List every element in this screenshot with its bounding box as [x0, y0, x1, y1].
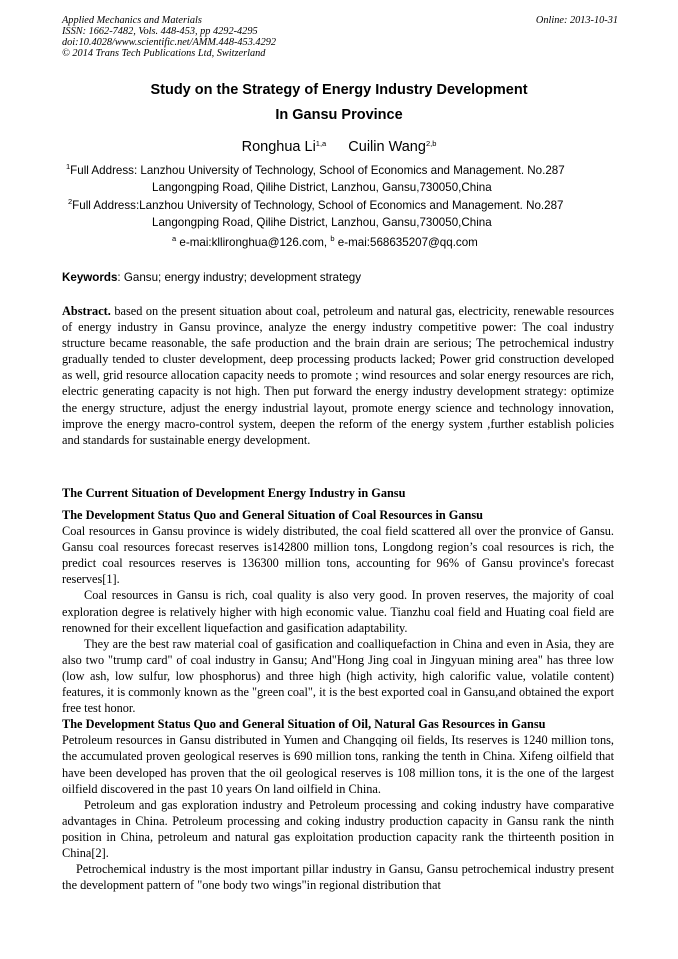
paragraph-oil-3: Petrochemical industry is the most important pillar industry in Gansu, Gansu petrochemical industry present the development pattern of "one body two wings"in regional distribution that — [62, 862, 614, 893]
email-b: e-mai:568635207@qq.com — [337, 236, 478, 249]
journal-issn: ISSN: 1662-7482, Vols. 448-453, pp 4292-4295 — [62, 26, 258, 37]
abstract — [62, 303, 614, 448]
email-a-sup: a — [172, 234, 177, 243]
affiliation-1-line1: Full Address: Lanzhou University of Technology, School of Economics and Management. No.287 — [70, 164, 565, 177]
affiliation-1 — [66, 163, 565, 196]
journal-copyright: © 2014 Trans Tech Publications Ltd, Switzerland — [62, 48, 266, 59]
keywords-text: : Gansu; energy industry; development strategy — [117, 271, 362, 284]
paragraph-coal-3: They are the best raw material coal of gasification and coalliquefaction in China and even in Asia, they are also two "trump card" of coal industry in Gansu; And"Hong Jing coal in Jingyuan mining area" has three low (low ash, low sulfur, low phosphorus) and three high (high activity, high calorific value, volatile content) features, it is commonly known as the "green coal", it is the best exported coal in Gansu,and obtained the export free test honor. — [62, 636, 614, 716]
email-b-sup: b — [330, 234, 335, 243]
paragraph-oil-2: Petroleum and gas exploration industry and Petroleum processing and coking industry have comparative advantages in China. Petroleum processing and coking industry production capacity in Gansu rank the ninth position in China, petroleum and natural gas exploitation production capacity rank the thirteenth position in China[2]. — [62, 797, 614, 860]
journal-doi: doi:10.4028/www.scientific.net/AMM.448-453.4292 — [62, 37, 277, 48]
paper-title-line2: In Gansu Province — [275, 107, 403, 123]
subsection-coal-heading: The Development Status Quo and General Situation of Coal Resources in Gansu — [62, 508, 483, 522]
affiliation-1-line2: Langongping Road, Qilihe District, Lanzhou, Gansu,730050,China — [152, 180, 492, 194]
section-body — [62, 507, 614, 893]
abstract-label: Abstract. — [62, 304, 111, 318]
paragraph-coal-2: Coal resources in Gansu is rich, coal quality is also very good. In proven reserves, the majority of coal exploration degree is relatively higher with high economic value. Tianzhu coal field and Huating coal field are renowned for their excellent liquefaction and gasification adaptability. — [62, 588, 614, 635]
abstract-text: based on the present situation about coal, petroleum and natural gas, electricity, renewable resources of energy industry in Gansu province, analyze the energy industry competitive power: The coal industry structure became reasonable, the safe production and the brain drain are serious; The petrochemical industry gradually tended to cluster development, deep processing products lacked; Power grid construction developed as well, grid resource allocation capacity needs to promote ; wind resources and solar energy resources are rich, electric generating capacity is not high. Then put forward the energy industry development strategy: optimize the energy structure, adjust the energy industrial layout, promote energy science and technology innovation, improve the energy macro-control system, deepen the reform of the energy system ,further establish policies and standards for sustainable energy development. — [62, 304, 614, 447]
affiliation-1-number: 1 — [66, 162, 71, 171]
journal-name: Applied Mechanics and Materials — [62, 15, 202, 26]
online-date: Online: 2013-10-31 — [535, 15, 618, 26]
author-1-name: Ronghua Li — [241, 139, 316, 155]
affiliation-2-line2: Langongping Road, Qilihe District, Lanzhou, Gansu,730050,China — [152, 215, 492, 229]
keywords-label: Keywords — [62, 271, 118, 284]
author-1 — [242, 139, 327, 155]
affiliation-2 — [68, 198, 563, 231]
paragraph-coal-1: Coal resources in Gansu province is widely distributed, the coal field scattered all over the pronvice of Gansu. Gansu coal resources forecast reserves is142800 million tons, Longdong region’s coal resources is rich, the predict coal resources reserves is 136300 million tons, accounting for 96% of Gansu province's forecast reserves[1]. — [62, 524, 614, 587]
author-2-sup: 2,b — [425, 139, 437, 148]
author-2 — [348, 139, 436, 155]
keywords — [62, 271, 361, 284]
paragraph-oil-1: Petroleum resources in Gansu distributed in Yumen and Changqing oil fields, Its reserves is 1240 million tons, the accumulated proven geological reserves is 690 million tons, ranking the tenth in China. Xifeng oilfield that have been developed has proven that the oil geological reserves is 108 million tons, it is the one of the largest oilfield discovered in the past 10 years On land oilfield in China. — [62, 733, 614, 796]
affiliation-2-line1: Full Address:Lanzhou University of Technology, School of Economics and Management. No.287 — [72, 199, 564, 212]
email-line — [172, 235, 478, 252]
paper-title-line1: Study on the Strategy of Energy Industry Development — [150, 82, 528, 98]
author-list — [0, 139, 678, 155]
journal-header — [62, 15, 618, 59]
author-2-name: Cuilin Wang — [348, 139, 426, 155]
author-1-sup: 1,a — [315, 139, 327, 148]
subsection-oil-heading: The Development Status Quo and General Situation of Oil, Natural Gas Resources in Gansu — [62, 717, 546, 732]
affiliation-2-number: 2 — [68, 197, 73, 206]
section-heading: The Current Situation of Development Energy Industry in Gansu — [62, 486, 406, 500]
email-a: e-mai:kllironghua@126.com, — [179, 236, 328, 249]
